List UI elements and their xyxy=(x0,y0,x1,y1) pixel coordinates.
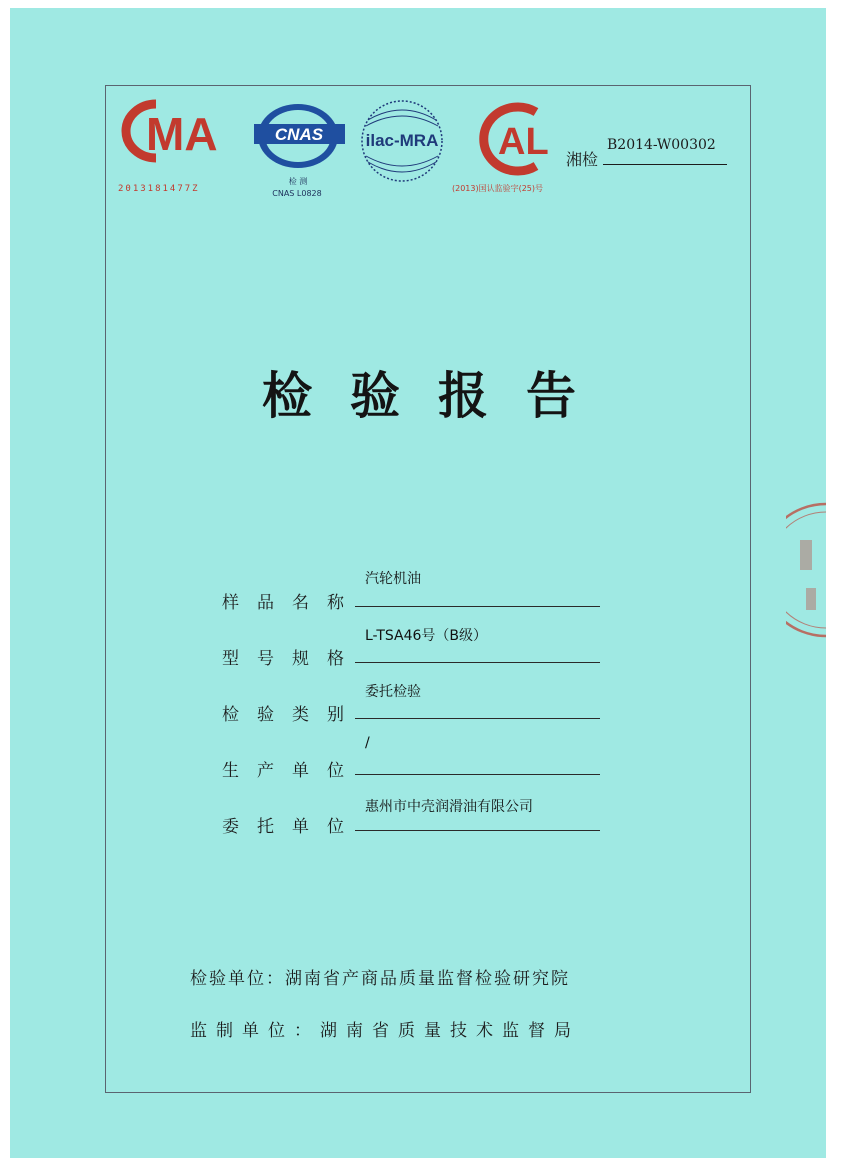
field-value-sample-name: 汽轮机油 xyxy=(365,571,421,587)
field-label-sample-name: 样品名称 xyxy=(222,593,362,613)
permit-label: 湘检 xyxy=(566,150,599,169)
field-underline xyxy=(355,606,600,607)
field-underline xyxy=(355,718,600,719)
field-label-manufacturer: 生产单位 xyxy=(222,761,362,781)
ilac-logo-text: ilac-MRA xyxy=(365,131,439,150)
cal-note: (2013)国认监验字(25)号 xyxy=(452,184,544,193)
field-label-client: 委托单位 xyxy=(222,817,362,837)
page-border xyxy=(105,85,751,1093)
seal-stamp-icon xyxy=(786,500,826,640)
cnas-sub-line2: CNAS L0828 xyxy=(272,189,322,198)
inspection-unit: 检验单位：湖南省产商品质量监督检验研究院 xyxy=(190,969,570,989)
cnas-logo xyxy=(252,100,347,172)
cma-logo xyxy=(116,96,236,166)
cma-code: 2013181477Z xyxy=(118,184,200,194)
field-label-inspection-type: 检验类别 xyxy=(222,705,362,725)
field-underline xyxy=(355,662,600,663)
field-value-model: L-TSA46号（B级） xyxy=(365,628,488,644)
supervision-unit: 监制单位：湖南省质量技术监督局 xyxy=(190,1021,580,1041)
report-title: 检验报告 xyxy=(262,366,614,425)
field-value-client: 惠州市中壳润滑油有限公司 xyxy=(365,799,533,815)
field-underline xyxy=(355,830,600,831)
cma-logo-text: MA xyxy=(146,108,218,160)
field-value-inspection-type: 委托检验 xyxy=(365,684,421,700)
cnas-logo-text: CNAS xyxy=(274,125,324,144)
field-value-manufacturer: / xyxy=(365,735,370,751)
cnas-sub-line1: 检 测 xyxy=(288,177,308,186)
ilac-mra-logo xyxy=(356,96,448,186)
cal-logo-text: AL xyxy=(498,121,549,163)
cal-logo xyxy=(470,100,560,178)
field-label-model: 型号规格 xyxy=(222,649,362,669)
permit-number: B2014-W00302 xyxy=(603,135,727,165)
field-underline xyxy=(355,774,600,775)
